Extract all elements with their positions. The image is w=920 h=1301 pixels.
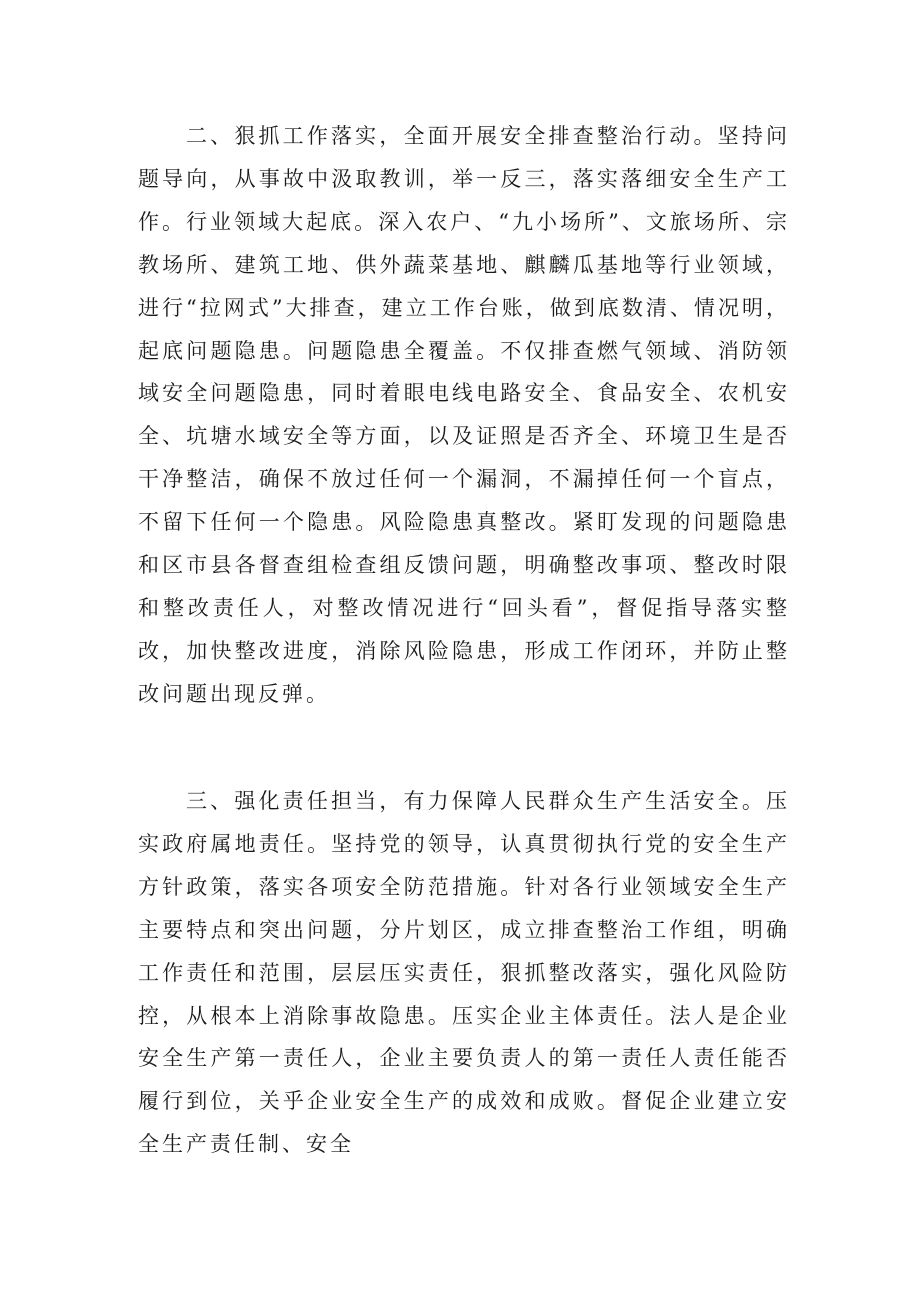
paragraph-section-three: 三、强化责任担当，有力保障人民群众生产生活安全。压实政府属地责任。坚持党的领导，认真贯彻执行党的安全生产方针政策，落实各项安全防范措施。针对各行业领域安全生产主要特点和突出问题，分片划区，成立排查整治工作组，明确工作责任和范围，层层压实责任，狠抓整改落实，强化风险防控，从根本上消除事故隐患。压实企业主体责任。法人是企业安全生产第一责任人，企业主要负责人的第一责任人责任能否履行到位，关乎企业安全生产的成效和成败。督促企业建立安全生产责任制、安全	[138, 789, 790, 1157]
paragraph-section-two: 二、狠抓工作落实，全面开展安全排查整治行动。坚持问题导向，从事故中汲取教训，举一反三，落实落细安全生产工作。行业领域大起底。深入农户、“九小场所”、文旅场所、宗教场所、建筑工地、供外蔬菜基地、麒麟瓜基地等行业领域，进行“拉网式”大排查，建立工作台账，做到底数清、情况明，起底问题隐患。问题隐患全覆盖。不仅排查燃气领域、消防领域安全问题隐患，同时着眼电线电路安全、食品安全、农机安全、坑塘水域安全等方面，以及证照是否齐全、环境卫生是否干净整洁，确保不放过任何一个漏洞，不漏掉任何一个盲点，不留下任何一个隐患。风险隐患真整改。紧盯发现的问题隐患和区市县各督查组检查组反馈问题，明确整改事项、整改时限和整改责任人，对整改情况进行“回头看”，督促指导落实整改，加快整改进度，消除风险隐患，形成工作闭环，并防止整改问题出现反弹。	[138, 124, 790, 706]
